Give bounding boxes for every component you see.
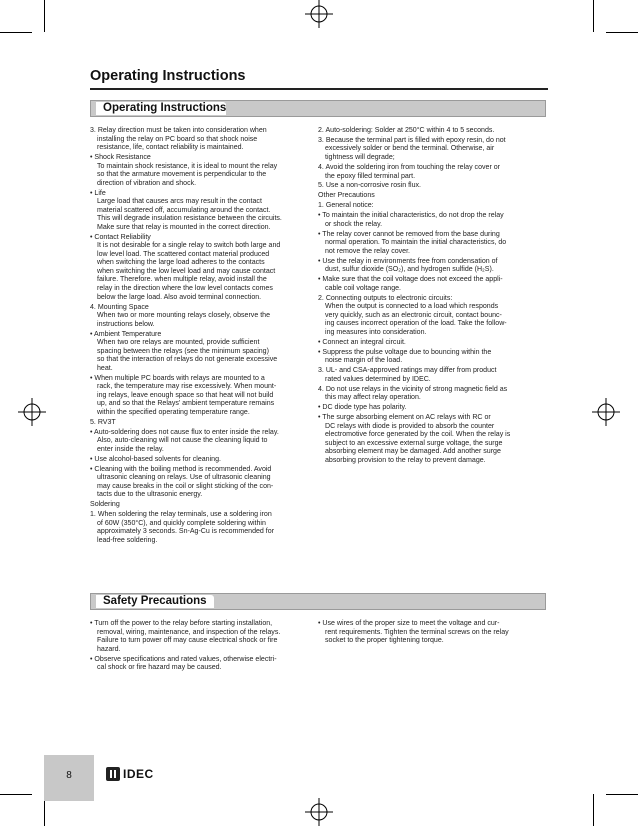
- crop-mark: [0, 794, 32, 795]
- crop-mark: [593, 794, 594, 826]
- subheading: Soldering: [90, 501, 120, 509]
- idec-logo-icon: [106, 767, 120, 781]
- section-title: Safety Precautions: [103, 595, 207, 607]
- paragraph: 3. Relay direction must be taken into consideration when installing the relay on PC board so that shock noise resistance, life, contact reliability is maintained.: [90, 127, 267, 152]
- paragraph: 5. Use a non-corrosive rosin flux.: [318, 182, 422, 190]
- operating-left-column: [90, 127, 314, 547]
- crop-mark: [0, 32, 32, 33]
- paragraph: • Turn off the power to the relay before starting installation, removal, wiring, maintenance, and inspection of the relays. Failure to turn power off may cause electrical shock or fire hazard.: [90, 620, 281, 653]
- paragraph: • Life Large load that causes arcs may result in the contact material scattered off, accumulating around the contact. This will degrade insulation resistance between the circuits. Make sure that relay is mounted in the correct direction.: [90, 189, 282, 231]
- logo-text: IDEC: [123, 767, 154, 781]
- paragraph: 4. Avoid the soldering iron from touching the relay cover or the epoxy filled terminal part.: [318, 163, 501, 180]
- paragraph: • Connect an integral circuit.: [318, 338, 406, 346]
- page-number: 8: [66, 770, 72, 781]
- operating-right-column: [318, 127, 542, 467]
- registration-mark-icon: [305, 0, 333, 28]
- section-title: Operating Instructions: [103, 102, 227, 114]
- paragraph: • Suppress the pulse voltage due to bouncing within the noise margin of the load.: [318, 348, 492, 365]
- section-header-safety: [90, 593, 546, 610]
- paragraph: 4. Mounting Space When two or more mounting relays closely, observe the instructions below.: [90, 303, 270, 328]
- paragraph: • Use the relay in environments free from condensation of dust, sulfur dioxide (SO₂), and hydrogen sulfide (H₂S).: [318, 257, 498, 274]
- crop-mark: [606, 794, 638, 795]
- crop-mark: [606, 32, 638, 33]
- paragraph: • Make sure that the coil voltage does not exceed the appli- cable coil voltage range.: [318, 276, 503, 292]
- registration-mark-icon: [18, 398, 46, 426]
- safety-right-column: [318, 620, 542, 647]
- paragraph: • Cleaning with the boiling method is recommended. Avoid ultrasonic cleaning on relays. Use of ultrasonic cleaning may cause breaks in the coil or slight sticking of the con- tacts due to the ultrasonic energy.: [90, 465, 274, 499]
- paragraph: 5. RV3T: [90, 418, 116, 426]
- safety-left-column: [90, 620, 314, 674]
- registration-mark-icon: [305, 798, 333, 826]
- paragraph: 4. Do not use relays in the vicinity of strong magnetic field as this may affect relay operation.: [318, 385, 508, 402]
- paragraph: 3. Because the terminal part is filled with epoxy resin, do not excessively solder or bend the terminal. Otherwise, air tightness will degrade;: [318, 136, 506, 162]
- paragraph: • Ambient Temperature When two ore relays are mounted, provide sufficient spacing between the relays (see the minimum spacing) so that the interaction of relays do not generate excessive heat.: [90, 330, 278, 372]
- paragraph: 3. UL- and CSA-approved ratings may differ from product rated values determined by IDEC.: [318, 367, 497, 383]
- paragraph: • Observe specifications and rated values, otherwise electri- cal shock or fire hazard may be caused.: [90, 655, 277, 672]
- crop-mark: [593, 0, 594, 32]
- registration-mark-icon: [592, 398, 620, 426]
- paragraph: • When multiple PC boards with relays are mounted to a rack, the temperature may rise excessively. When mount- ing relays, leave enough space so that heat will not build up, and so that the Relays’ ambient temperature remains within the specified operating temperature range.: [90, 374, 277, 416]
- paragraph: • Use wires of the proper size to meet the voltage and cur- rent requirements. Tighten the terminal screws on the relay socket to the proper tightening torque.: [318, 620, 509, 645]
- paragraph: • The surge absorbing element on AC relays with RC or DC relays with diode is provided to absorb the counter electromotive force generated by the coil. When the relay is subject to an excessive external surge voltage, the surge absorbing element may be damaged. Add another surge absorbing provision to the relay to prevent damage.: [318, 414, 511, 464]
- crop-mark: [44, 0, 45, 32]
- paragraph: • DC diode type has polarity.: [318, 404, 407, 412]
- paragraph: • Use alcohol-based solvents for cleaning.: [90, 455, 221, 463]
- paragraph: 2. Auto-soldering: Solder at 250°C within 4 to 5 seconds.: [318, 127, 495, 134]
- paragraph: • Contact Reliability It is not desirable for a single relay to switch both large and low level load. The scattered contact material produced when switching the large load adheres to the contacts when switching the low level load and may cause contact failure. Therefore. when multiple relay, avoid install the relay in the direction where the low level contacts comes below the large load. Also avoid terminal connection.: [90, 233, 281, 301]
- paragraph: • Shock Resistance To maintain shock resistance, it is ideal to mount the relay so that the armature movement is perpendicular to the direction of vibration and shock.: [90, 154, 278, 187]
- paragraph: • To maintain the initial characteristics, do not drop the relay or shock the relay.: [318, 212, 504, 228]
- section-header-operating: [90, 100, 546, 117]
- title-rule: [90, 88, 548, 90]
- footer-page-tab: [44, 755, 94, 801]
- subheading: Other Precautions: [318, 192, 375, 200]
- paragraph: • The relay cover cannot be removed from the base during normal operation. To maintain the initial characteristics, do not remove the relay cover.: [318, 230, 507, 255]
- paragraph: 1. General notice:: [318, 202, 374, 210]
- page-title: Operating Instructions: [90, 68, 246, 84]
- paragraph: 2. Connecting outputs to electronic circuits: When the output is connected to a load which responds very quickly, such as an electronic circuit, contact bounc- ing causes incorrect operation of the load. Take the follow- ing measures into consideration.: [318, 294, 507, 336]
- paragraph: 1. When soldering the relay terminals, use a soldering iron of 60W (350°C), and quickly complete soldering within approximately 3 seconds. Sn-Ag-Cu is recommended for lead-free soldering.: [90, 511, 275, 544]
- paragraph: • Auto-soldering does not cause flux to enter inside the relay. Also, auto-cleaning will not cause the cleaning liquid to enter inside the relay.: [90, 428, 279, 453]
- idec-logo: [106, 766, 154, 782]
